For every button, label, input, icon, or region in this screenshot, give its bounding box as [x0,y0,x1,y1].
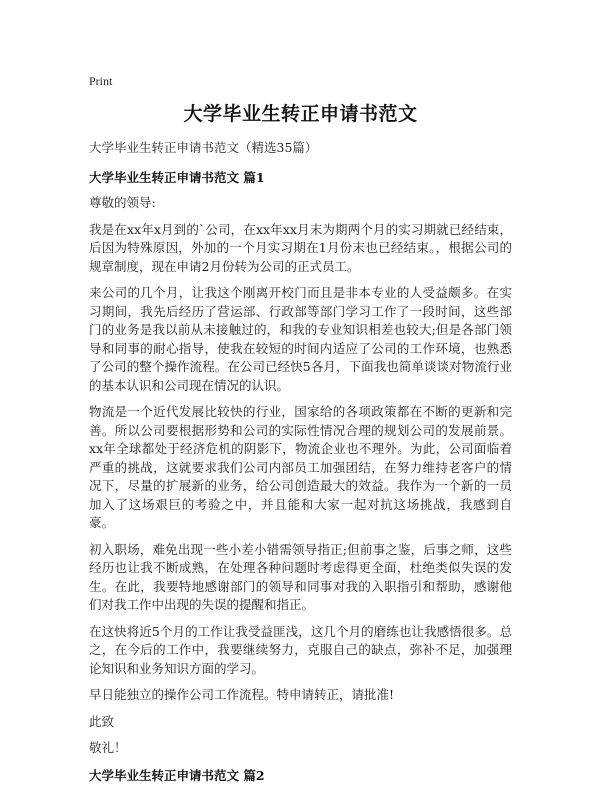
closing-salute: 敬礼！ [89,740,127,755]
section-heading: 大学毕业生转正申请书范文 篇2 [89,767,265,783]
section-1 [89,168,512,758]
section-heading: 大学毕业生转正申请书范文 篇1 [89,170,265,185]
closing-line: 此致 [89,713,115,729]
document-title: 大学毕业生转正申请书范文 [183,103,418,125]
salutation: 尊敬的领导: [89,195,156,210]
print-link[interactable]: Print [89,74,113,88]
section-2 [89,766,512,784]
paragraph: 初入职场，难免出现一些小差小错需领导指正;但前事之鉴，后事之师，这些经历也让我不断成熟，在处理各种问题时考虑得更全面，杜绝类似失误的发生。在此，我要特地感谢部门的领导和同事对我的入职指引和帮助，感谢他们对我工作中出现的失误的提醒和指正。 [89,541,512,612]
document-page [89,70,512,792]
paragraph: 来公司的几个月，让我这个刚离开校门而且是非本专业的人受益颇多。在实习期间，我先后经历了营运部、行政部等部门学习工作了一段时间，这些部门的业务是我以前从未接触过的，和我的专业知识相差也较大;但是各部门领导和同事的耐心指导，使我在较短的时间内适应了公司的工作环境，也熟悉了公司的整个操作流程。在公司已经快5各月，下面我也简单谈谈对物流行业的基本认识和公司现在情况的认识。 [89,285,512,393]
paragraph: 物流是一个近代发展比较快的行业，国家给的各项政策都在不断的更新和完善。所以公司要根据形势和公司的实际性情况合理的规划公司的发展前景。xx年全球都处于经济危机的阴影下，物流企业也不理外。为此，公司面临着严重的挑战，这就要求我们公司内部员工加强团结，在努力维持老客户的情况下，尽量的扩展新的业务，给公司创造最大的效益。我作为一个新的一员加入了这场艰巨的考验之中，并且能和大家一起对抗这场挑战，我感到自豪。 [89,404,512,530]
paragraph: 我是在xx年x月到的`公司，在xx年xx月末为期两个月的实习期就已经结束，后因为特殊原因，外加的一个月实习期在1月份末也已经结束。，根据公司的规章制度，现在申请2月份转为公司的正式员工。 [89,221,512,274]
document-subtitle: 大学毕业生转正申请书范文（精选35篇） [89,140,318,155]
paragraph: 早日能独立的操作公司工作流程。特申请转正，请批准! [89,687,395,702]
paragraph: 在这快将近5个月的工作让我受益匪浅，这几个月的磨练也让我感悟很多。总之，在今后的工作中，我要继续努力，克服自己的缺点，弥补不足，加强理论知识和业务知识方面的学习。 [89,623,512,676]
